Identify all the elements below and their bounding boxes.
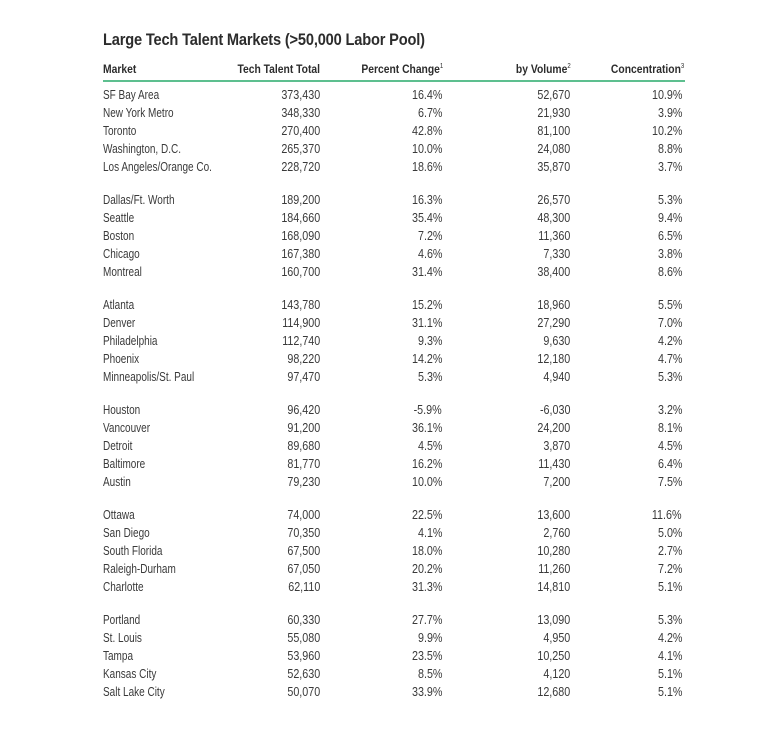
tech-talent-total: 91,200	[287, 421, 320, 435]
change-by-volume: 3,870	[543, 439, 570, 453]
tech-talent-total: 70,350	[287, 526, 320, 540]
change-by-volume: 2,760	[543, 526, 570, 540]
tech-talent-total: 265,370	[281, 142, 320, 156]
percent-change: 31.3%	[411, 580, 442, 594]
change-by-volume: 26,570	[537, 193, 570, 207]
table-row	[0, 578, 768, 596]
change-by-volume: 7,330	[543, 247, 570, 261]
table-row	[0, 227, 768, 245]
table-row	[0, 368, 768, 386]
tech-talent-total: 79,230	[287, 475, 320, 489]
percent-change: 4.1%	[417, 526, 442, 540]
tech-talent-total: 50,070	[287, 685, 320, 699]
concentration: 5.3%	[657, 193, 682, 207]
change-by-volume: 27,290	[537, 316, 570, 330]
concentration: 8.6%	[657, 265, 682, 279]
change-by-volume: 18,960	[537, 298, 570, 312]
market-name: Atlanta	[103, 298, 135, 312]
market-name: Vancouver	[103, 421, 151, 435]
concentration: 6.4%	[657, 457, 682, 471]
market-name: Austin	[103, 475, 131, 489]
concentration: 2.7%	[657, 544, 682, 558]
concentration: 4.2%	[657, 631, 682, 645]
change-by-volume: 11,360	[537, 229, 570, 243]
tech-talent-total: 143,780	[281, 298, 320, 312]
percent-change: 7.2%	[417, 229, 442, 243]
tech-talent-total: 228,720	[281, 160, 320, 174]
concentration: 6.5%	[657, 229, 682, 243]
table-row	[0, 86, 768, 104]
change-by-volume: 10,250	[537, 649, 570, 663]
market-name: Seattle	[103, 211, 135, 225]
percent-change: 31.4%	[411, 265, 442, 279]
change-by-volume: 4,120	[543, 667, 570, 681]
tech-talent-total: 60,330	[287, 613, 320, 627]
table-row	[0, 314, 768, 332]
market-name: Philadelphia	[103, 334, 158, 348]
table-row	[0, 455, 768, 473]
tech-talent-total: 373,430	[281, 88, 320, 102]
tech-talent-total: 112,740	[281, 334, 320, 348]
table-row	[0, 629, 768, 647]
change-by-volume: 21,930	[537, 106, 570, 120]
percent-change: 27.7%	[411, 613, 442, 627]
percent-change: 10.0%	[411, 142, 442, 156]
table-row	[0, 350, 768, 368]
market-name: Portland	[103, 613, 141, 627]
percent-change: 5.3%	[417, 370, 442, 384]
tech-talent-total: 55,080	[287, 631, 320, 645]
market-name: Houston	[103, 403, 141, 417]
table-row	[0, 560, 768, 578]
table-row	[0, 263, 768, 281]
change-by-volume: 12,680	[537, 685, 570, 699]
percent-change: 8.5%	[417, 667, 442, 681]
change-by-volume: 11,260	[537, 562, 570, 576]
percent-change: 4.5%	[417, 439, 442, 453]
market-name: Montreal	[103, 265, 142, 279]
change-by-volume: 14,810	[537, 580, 570, 594]
concentration: 4.7%	[657, 352, 682, 366]
percent-change: 20.2%	[411, 562, 442, 576]
table-row	[0, 158, 768, 176]
percent-change: 6.7%	[417, 106, 442, 120]
percent-change: 22.5%	[411, 508, 442, 522]
percent-change: 16.4%	[411, 88, 442, 102]
table-row	[0, 122, 768, 140]
concentration: 5.1%	[657, 580, 682, 594]
market-name: Ottawa	[103, 508, 135, 522]
change-by-volume: 24,080	[537, 142, 570, 156]
concentration: 5.3%	[657, 370, 682, 384]
percent-change: 16.2%	[411, 457, 442, 471]
tech-talent-total: 270,400	[281, 124, 320, 138]
concentration: 5.1%	[657, 685, 682, 699]
percent-change: 16.3%	[411, 193, 442, 207]
table-row	[0, 665, 768, 683]
change-by-volume: -6,030	[539, 403, 570, 417]
change-by-volume: 9,630	[543, 334, 570, 348]
market-name: Minneapolis/St. Paul	[103, 370, 195, 384]
percent-change: 18.6%	[411, 160, 442, 174]
tech-talent-total: 74,000	[287, 508, 320, 522]
concentration: 7.5%	[657, 475, 682, 489]
market-name: Chicago	[103, 247, 140, 261]
concentration: 3.2%	[657, 403, 682, 417]
market-name: Toronto	[103, 124, 137, 138]
footnote-marker: 3	[680, 63, 684, 70]
tech-talent-total: 62,110	[287, 580, 320, 594]
table-row	[0, 611, 768, 629]
table-row	[0, 191, 768, 209]
percent-change: -5.9%	[413, 403, 442, 417]
concentration: 9.4%	[657, 211, 682, 225]
market-name: Phoenix	[103, 352, 140, 366]
concentration: 7.0%	[657, 316, 682, 330]
table-row	[0, 332, 768, 350]
tech-talent-total: 81,770	[287, 457, 320, 471]
concentration: 5.0%	[657, 526, 682, 540]
change-by-volume: 12,180	[537, 352, 570, 366]
change-by-volume: 48,300	[537, 211, 570, 225]
percent-change: 9.9%	[417, 631, 442, 645]
percent-change: 33.9%	[411, 685, 442, 699]
tech-talent-total: 96,420	[287, 403, 320, 417]
table-row	[0, 245, 768, 263]
tech-talent-total: 52,630	[287, 667, 320, 681]
tech-talent-total: 114,900	[281, 316, 320, 330]
table-row	[0, 683, 768, 701]
percent-change: 4.6%	[417, 247, 442, 261]
market-name: Detroit	[103, 439, 133, 453]
tech-talent-total: 53,960	[287, 649, 320, 663]
percent-change: 15.2%	[411, 298, 442, 312]
change-by-volume: 13,600	[537, 508, 570, 522]
table-row	[0, 647, 768, 665]
percent-change: 35.4%	[411, 211, 442, 225]
change-by-volume: 35,870	[537, 160, 570, 174]
concentration: 5.3%	[657, 613, 682, 627]
percent-change: 23.5%	[411, 649, 442, 663]
footnote-marker: 2	[567, 63, 571, 70]
change-by-volume: 7,200	[543, 475, 570, 489]
tech-talent-total: 67,050	[287, 562, 320, 576]
concentration: 4.5%	[657, 439, 682, 453]
percent-change: 14.2%	[411, 352, 442, 366]
concentration: 10.9%	[651, 88, 682, 102]
market-name: Tampa	[103, 649, 134, 663]
concentration: 4.1%	[657, 649, 682, 663]
market-name: Denver	[103, 316, 136, 330]
percent-change: 31.1%	[411, 316, 442, 330]
concentration: 4.2%	[657, 334, 682, 348]
tech-talent-total: 97,470	[287, 370, 320, 384]
table-row	[0, 524, 768, 542]
column-header-concentration: Concentration$^3$	[610, 62, 684, 76]
change-by-volume: 38,400	[537, 265, 570, 279]
table-row	[0, 104, 768, 122]
concentration: 3.7%	[657, 160, 682, 174]
market-name: Washington, D.C.	[103, 142, 181, 156]
percent-change: 18.0%	[411, 544, 442, 558]
table-row	[0, 473, 768, 491]
market-name: New York Metro	[103, 106, 174, 120]
tech-talent-total: 167,380	[281, 247, 320, 261]
column-header-percent-change: Percent Change$^1$	[361, 62, 443, 76]
column-header-market: Market	[103, 62, 137, 76]
column-header-by-volume: by Volume$^2$	[516, 62, 571, 76]
tech-talent-total: 67,500	[287, 544, 320, 558]
concentration: 11.6%	[652, 508, 682, 522]
concentration: 3.9%	[657, 106, 682, 120]
table-row	[0, 437, 768, 455]
change-by-volume: 52,670	[537, 88, 570, 102]
tech-talent-total: 168,090	[281, 229, 320, 243]
market-name: South Florida	[103, 544, 163, 558]
tech-talent-total: 184,660	[281, 211, 320, 225]
concentration: 8.8%	[657, 142, 682, 156]
change-by-volume: 11,430	[537, 457, 570, 471]
change-by-volume: 81,100	[537, 124, 570, 138]
market-name: Los Angeles/Orange Co.	[103, 160, 212, 174]
table-row	[0, 506, 768, 524]
market-name: San Diego	[103, 526, 150, 540]
tech-talent-total: 348,330	[281, 106, 320, 120]
concentration: 5.1%	[657, 667, 682, 681]
table-row	[0, 542, 768, 560]
table-row	[0, 419, 768, 437]
percent-change: 36.1%	[411, 421, 442, 435]
concentration: 10.2%	[651, 124, 682, 138]
market-name: Dallas/Ft. Worth	[103, 193, 175, 207]
market-name: Salt Lake City	[103, 685, 165, 699]
table-title: Large Tech Talent Markets (>50,000 Labor Pool)	[103, 30, 425, 49]
concentration: 7.2%	[657, 562, 682, 576]
change-by-volume: 4,950	[543, 631, 570, 645]
concentration: 5.5%	[657, 298, 682, 312]
table-row	[0, 296, 768, 314]
change-by-volume: 10,280	[537, 544, 570, 558]
market-name: SF Bay Area	[103, 88, 160, 102]
market-name: Charlotte	[103, 580, 144, 594]
market-name: Boston	[103, 229, 135, 243]
tech-talent-total: 160,700	[281, 265, 320, 279]
change-by-volume: 4,940	[543, 370, 570, 384]
tech-talent-total: 89,680	[287, 439, 320, 453]
percent-change: 10.0%	[411, 475, 442, 489]
column-header-tech-talent-total: Tech Talent Total	[237, 62, 320, 76]
market-name: Baltimore	[103, 457, 146, 471]
concentration: 8.1%	[657, 421, 682, 435]
table-row	[0, 140, 768, 158]
table-row	[0, 209, 768, 227]
change-by-volume: 24,200	[537, 421, 570, 435]
market-name: Raleigh-Durham	[103, 562, 176, 576]
tech-talent-total: 98,220	[287, 352, 320, 366]
percent-change: 42.8%	[411, 124, 442, 138]
table-row	[0, 401, 768, 419]
percent-change: 9.3%	[417, 334, 442, 348]
change-by-volume: 13,090	[537, 613, 570, 627]
footnote-marker: 1	[439, 63, 443, 70]
tech-talent-total: 189,200	[281, 193, 320, 207]
concentration: 3.8%	[657, 247, 682, 261]
market-name: St. Louis	[103, 631, 142, 645]
market-name: Kansas City	[103, 667, 157, 681]
